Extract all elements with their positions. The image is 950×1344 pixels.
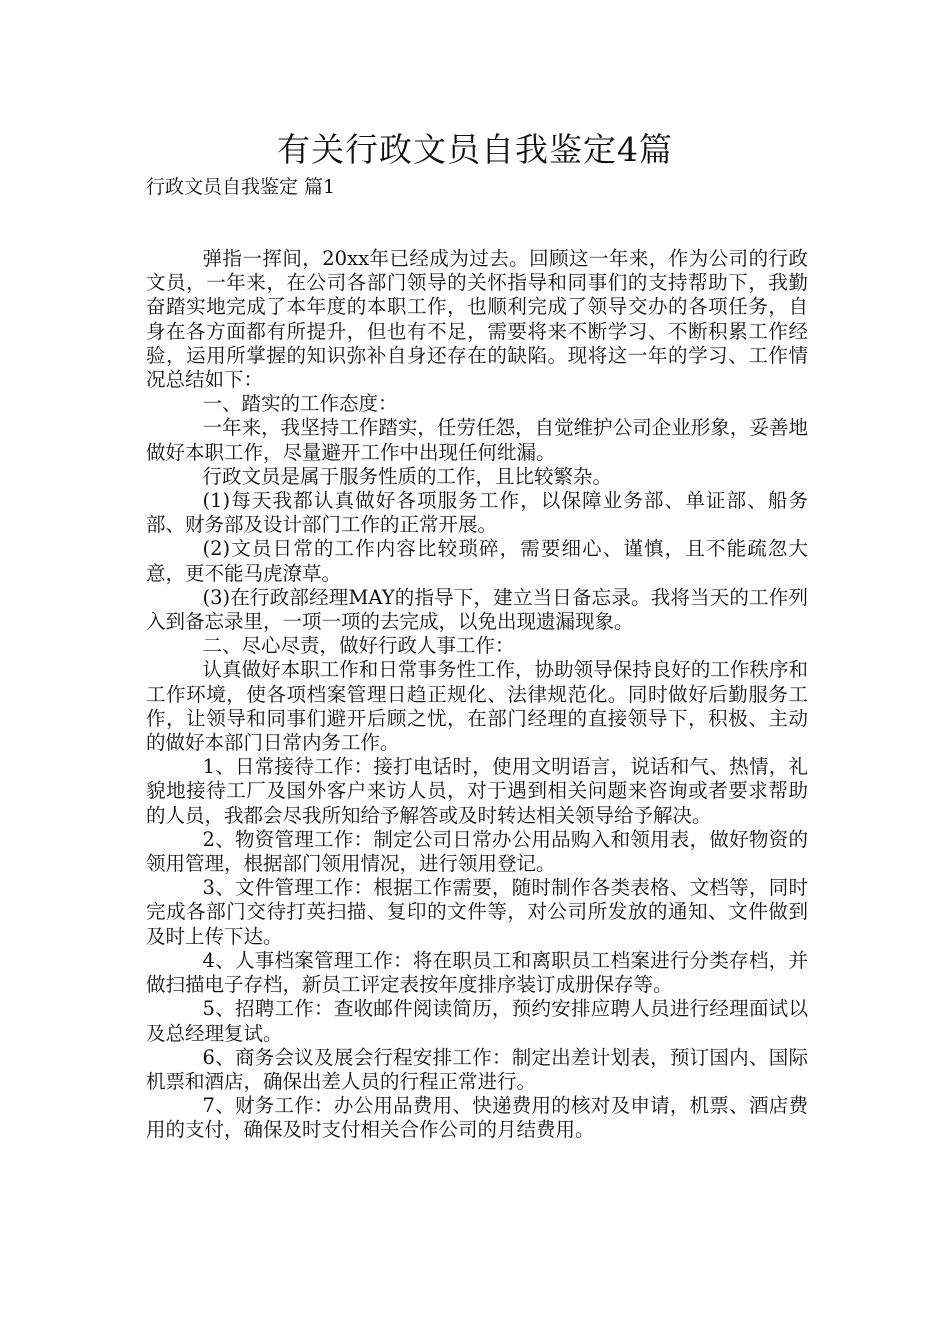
paragraph: 2、物资管理工作：制定公司日常办公用品购入和领用表，做好物资的领用管理，根据部门领用情况，进行领用登记。: [146, 827, 808, 876]
document-title: 有关行政文员自我鉴定4篇: [277, 130, 673, 169]
paragraph: 一年来，我坚持工作踏实，任劳任怨，自觉维护公司企业形象，妥善地做好本职工作，尽量避开工作中出现任何纰漏。: [146, 416, 808, 464]
paragraph: 5、招聘工作：查收邮件阅读简历，预约安排应聘人员进行经理面试以及总经理复试。: [146, 997, 808, 1045]
paragraph: 7、财务工作：办公用品费用、快递费用的核对及申请，机票、酒店费用的支付，确保及时支付相关合作公司的月结费用。: [146, 1094, 808, 1142]
paragraph: (1)每天我都认真做好各项服务工作，以保障业务部、单证部、船务部、财务部及设计部门工作的正常开展。: [146, 489, 808, 537]
paragraph: (3)在行政部经理MAY的指导下，建立当日备忘录。我将当天的工作列入到备忘录里，一项一项的去完成，以免出现遗漏现象。: [146, 585, 808, 634]
paragraph: 6、商务会议及展会行程安排工作：制定出差计划表，预订国内、国际机票和酒店，确保出差人员的行程正常进行。: [146, 1045, 808, 1093]
paragraph: 二、尽心尽责，做好行政人事工作：: [202, 634, 515, 658]
document-body: [146, 247, 808, 1143]
paragraph: 认真做好本职工作和日常事务性工作，协助领导保持良好的工作秩序和工作环境，使各项档案管理日趋正规化、法律规范化。同时做好后勤服务工作，让领导和同事们避开后顾之忧，在部门经理的直接领导下，积极、主动的做好本部门日常内务工作。: [146, 658, 808, 755]
paragraph: 弹指一挥间，20xx年已经成为过去。回顾这一年来，作为公司的行政文员，一年来，在公司各部门领导的关怀指导和同事们的支持帮助下，我勤奋踏实地完成了本年度的本职工作，也顺利完成了领导交办的各项任务，自身在各方面都有所提升，但也有不足，需要将来不断学习、不断积累工作经验，运用所掌握的知识弥补自身还存在的缺陷。现将这一年的学习、工作情况总结如下：: [146, 247, 808, 392]
paragraph: 1、日常接待工作：接打电话时，使用文明语言，说话和气、热情，礼貌地接待工厂及国外客户来访人员，对于遇到相关问题来咨询或者要求帮助的人员，我都会尽我所知给予解答或及时转达相关领导给予解决。: [146, 755, 808, 827]
paragraph: 行政文员是属于服务性质的工作，且比较繁杂。: [202, 464, 613, 488]
paragraph: 4、人事档案管理工作：将在职员工和离职员工档案进行分类存档，并做扫描电子存档，新员工评定表按年度排序装订成册保存等。: [146, 948, 808, 997]
paragraph: (2)文员日常的工作内容比较琐碎，需要细心、谨慎，且不能疏忽大意，更不能马虎潦草。: [146, 537, 808, 585]
paragraph: 一、踏实的工作态度：: [202, 392, 398, 416]
paragraph: 3、文件管理工作：根据工作需要，随时制作各类表格、文档等，同时完成各部门交待打英扫描、复印的文件等，对公司所发放的通知、文件做到及时上传下达。: [146, 876, 808, 948]
section-heading: 行政文员自我鉴定 篇1: [146, 176, 336, 198]
